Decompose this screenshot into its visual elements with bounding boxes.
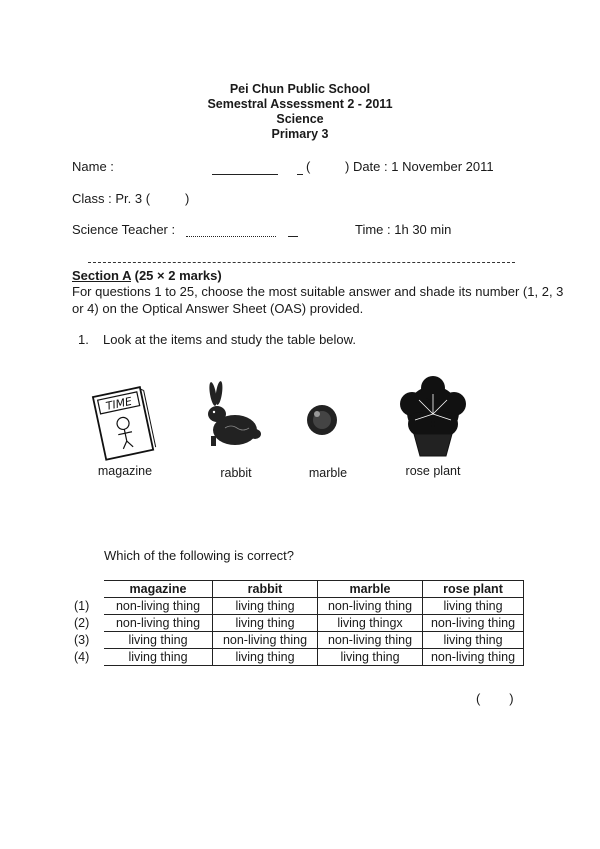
- answer-table: [72, 580, 524, 666]
- magazine-icon: [85, 383, 165, 468]
- name-blank-short: [297, 174, 303, 175]
- header-rabbit: rabbit: [213, 581, 318, 598]
- table-cell: living thing: [318, 649, 423, 666]
- table-cell: living thing: [423, 598, 524, 615]
- name-blank[interactable]: [212, 174, 278, 175]
- question-number: 1.: [78, 332, 89, 347]
- section-marks: (25 × 2 marks): [134, 268, 222, 283]
- header-magazine: magazine: [104, 581, 213, 598]
- section-instruction: For questions 1 to 25, choose the most suitable answer and shade its number (1, 2, 3 or 4) on the Optical Answer Sheet (OAS) provided.: [72, 284, 564, 316]
- table-header-row: [72, 581, 524, 598]
- document-header: [0, 82, 600, 142]
- section-title: Section A: [72, 268, 131, 283]
- level-title: Primary 3: [271, 127, 329, 141]
- header-marble: marble: [318, 581, 423, 598]
- table-cell: non-living thing: [318, 632, 423, 649]
- table-cell: living thing: [213, 598, 318, 615]
- date-text: ) Date : 1 November 2011: [345, 159, 494, 174]
- table-row[interactable]: [72, 649, 524, 666]
- class-paren-close: ): [185, 191, 190, 206]
- caption-marble: marble: [308, 466, 348, 480]
- question-text: Look at the items and study the table below.: [103, 332, 356, 347]
- time-text: Time : 1h 30 min: [355, 222, 452, 237]
- teacher-blank-short: [288, 236, 298, 237]
- option-number: (2): [74, 616, 90, 630]
- table-cell: non-living thing: [104, 598, 213, 615]
- table-cell: non-living thing: [213, 632, 318, 649]
- table-cell: living thing: [423, 632, 524, 649]
- table-row[interactable]: [72, 632, 524, 649]
- table-cell: non-living thing: [423, 615, 524, 632]
- option-number: (3): [74, 633, 90, 647]
- option-number: (4): [74, 650, 90, 664]
- table-cell: living thing: [213, 615, 318, 632]
- marble-icon: [304, 402, 340, 443]
- rose-plant-icon: [390, 374, 476, 465]
- table-cell: living thing: [104, 649, 213, 666]
- table-cell: non-living thing: [318, 598, 423, 615]
- caption-rose-plant: rose plant: [405, 464, 461, 478]
- table-cell: non-living thing: [423, 649, 524, 666]
- table-cell: non-living thing: [104, 615, 213, 632]
- register-paren-open: (: [306, 159, 311, 174]
- name-label: Name :: [72, 159, 114, 174]
- question-prompt: Which of the following is correct?: [104, 548, 295, 563]
- table-cell: living thingx: [318, 615, 423, 632]
- class-label: Class : Pr. 3 (: [72, 191, 151, 206]
- subject-title: Science: [276, 112, 324, 126]
- teacher-blank[interactable]: [186, 236, 276, 237]
- caption-magazine: magazine: [97, 464, 153, 478]
- school-name: Pei Chun Public School: [229, 82, 371, 96]
- header-rose-plant: rose plant: [423, 581, 524, 598]
- table-row[interactable]: [72, 598, 524, 615]
- caption-rabbit: rabbit: [220, 466, 252, 480]
- table-cell: living thing: [104, 632, 213, 649]
- table-row[interactable]: [72, 615, 524, 632]
- option-number: (1): [74, 599, 90, 613]
- section-heading: [72, 268, 222, 283]
- table-cell: living thing: [213, 649, 318, 666]
- teacher-label: Science Teacher :: [72, 222, 176, 237]
- answer-bracket[interactable]: ( ): [476, 691, 514, 706]
- header-divider: [88, 262, 515, 263]
- assessment-title: Semestral Assessment 2 - 2011: [207, 97, 393, 111]
- magazine-cover-text: TIME: [104, 394, 134, 413]
- rabbit-icon: [197, 380, 267, 455]
